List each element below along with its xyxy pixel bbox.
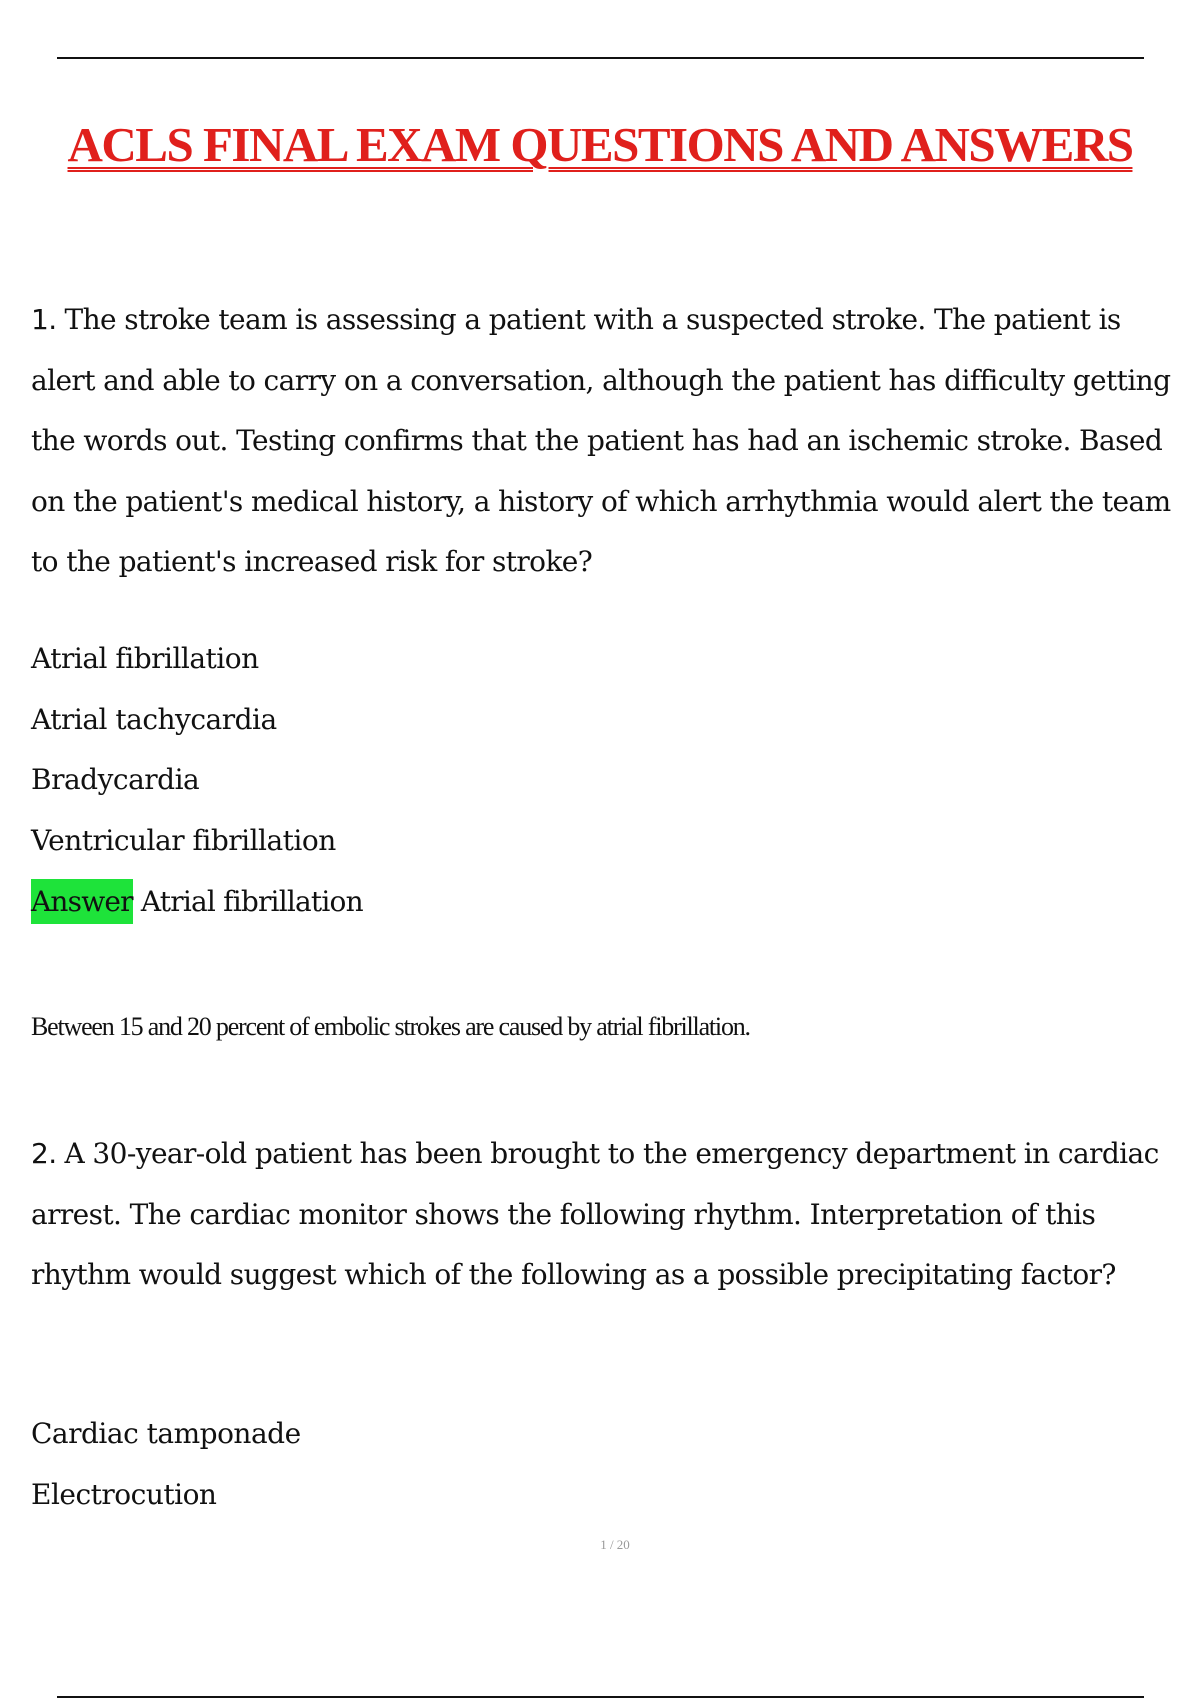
question-number: 1. xyxy=(31,303,57,336)
question-1 xyxy=(31,290,1181,593)
answer-highlight-label: Answer xyxy=(31,879,133,924)
question-2-options xyxy=(31,1404,301,1525)
question-text: The stroke team is assessing a patient with a suspected stroke. The patient is alert and able to carry on a conversation, although the patient has difficulty getting the words out. Testing confirms that the patient has had an ischemic stroke. Based on the patient's medical history, a history of which arrhythmia would alert the team to the patient's increased risk for stroke? xyxy=(31,303,1171,578)
question-number: 2. xyxy=(31,1137,57,1170)
answer-text: Atrial fibrillation xyxy=(140,885,363,918)
question-1-answer xyxy=(31,872,363,933)
option-item: Cardiac tamponade xyxy=(31,1417,301,1450)
option-item: Electrocution xyxy=(31,1477,217,1511)
option-item: Atrial fibrillation xyxy=(31,642,259,675)
document-title: ACLS FINAL EXAM QUESTIONS AND ANSWERS xyxy=(67,117,1133,172)
page-number: 1 / 20 xyxy=(600,1537,630,1552)
question-text: A 30-year-old patient has been brought to the emergency department in cardiac arrest. The cardiac monitor shows the following rhythm. Interpretation of this rhythm would suggest which of the following as a possible precipitating factor? xyxy=(31,1137,1159,1291)
option-item: Bradycardia xyxy=(31,763,200,796)
bottom-rule xyxy=(57,1696,1144,1698)
question-1-options xyxy=(31,629,336,871)
option-item: Ventricular fibrillation xyxy=(31,823,336,857)
option-item: Atrial tachycardia xyxy=(31,702,277,736)
question-2 xyxy=(31,1124,1181,1306)
top-rule xyxy=(57,57,1144,59)
question-1-rationale: Between 15 and 20 percent of embolic strokes are caused by atrial fibrillation. xyxy=(31,1012,750,1041)
